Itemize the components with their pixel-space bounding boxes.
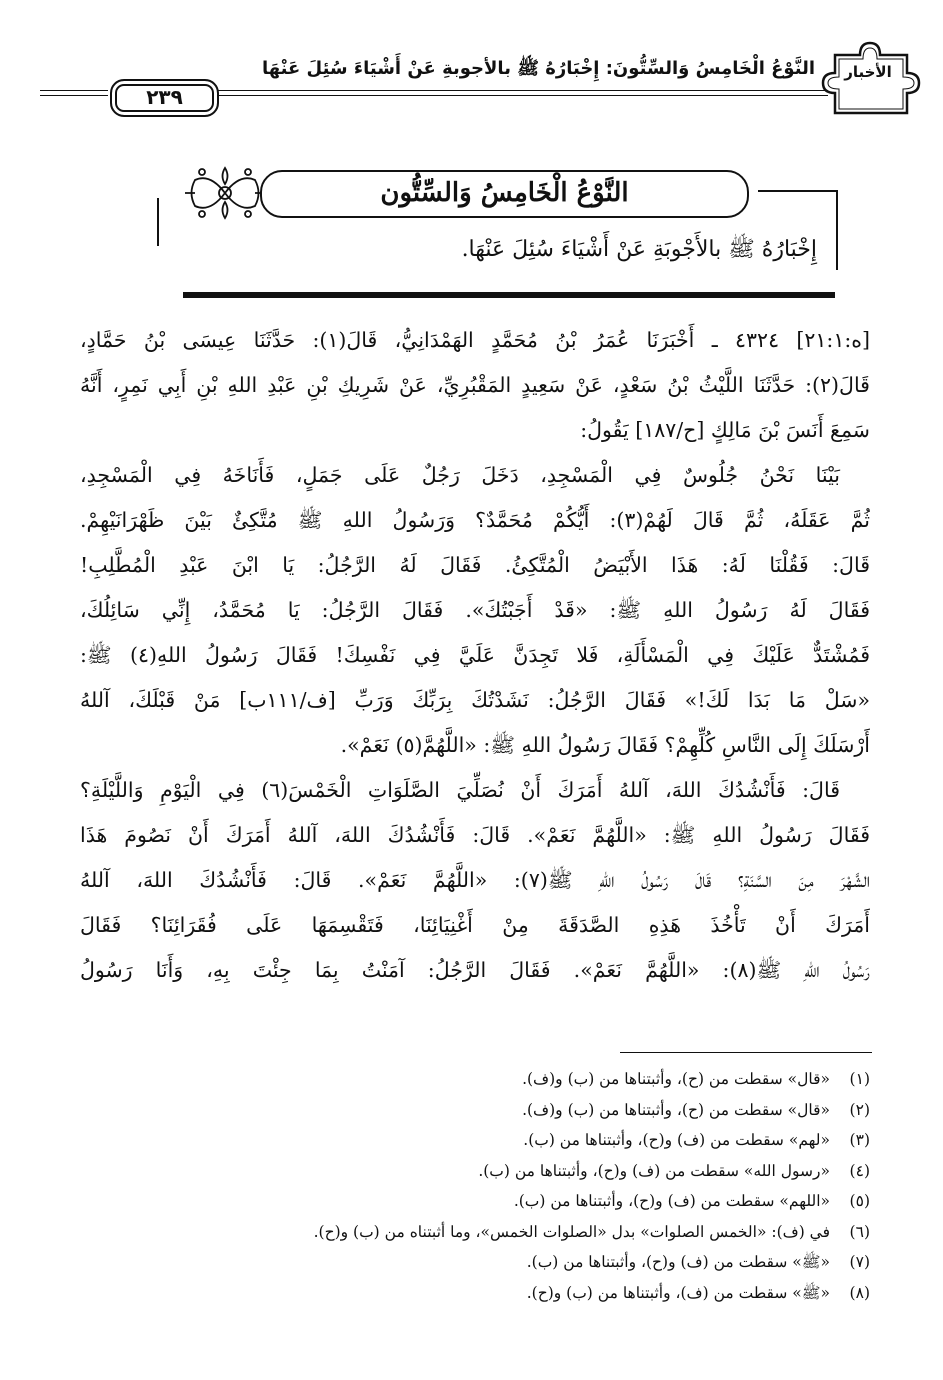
- running-title: النَّوْعُ الْخَامِسُ وَالسِّتُّونَ: إِخْبَارُهُ ﷺ بالأجوبةِ عَنْ أَشْيَاءَ سُئِلَ عَنْهَا: [261, 58, 815, 79]
- hadith-line: الشَّهْرَ مِنَ السَّنَةِ؟ قَالَ رَسُولُ اللهِ ﷺ(٧): «اللَّهُمَّ نَعَمْ». قَالَ: فَأَنْشُدُكَ اللهَ، آللهُ: [80, 868, 870, 892]
- footnotes: [200, 1064, 870, 1308]
- hadith-line: [ه:٢١:١] ٤٣٢٤ ـ أَخْبَرَنَا عُمَرُ بْنُ مُحَمَّدٍ الهَمْدَانِيُّ، قَالَ(١): حَدَّثَنَا عِيسَى بْنُ حَمَّادٍ،: [80, 328, 870, 352]
- footnote-number: (٧): [849, 1253, 870, 1271]
- hadith-line: سَمِعَ أَنَسَ بْنَ مَالِكٍ [ح/١٨٧] يَقُولُ:: [580, 418, 870, 442]
- footnote-text: «قال» سقطت من (ح)، وأثبتناها من (ب) و(ف).: [522, 1100, 830, 1119]
- chapter-title-box: [260, 170, 749, 218]
- hadith-line: رَسُولُ اللهِ ﷺ(٨): «اللَّهُمَّ نَعَمْ». فَقَالَ الرَّجُلُ: آمَنْتُ بِمَا جِئْتَ بِهِ، وَأَنَا رَسُولُ: [80, 958, 870, 982]
- floral-ornament-icon: [180, 158, 270, 228]
- hadith-body: [80, 318, 870, 993]
- footnote: [200, 1217, 870, 1248]
- hadith-line: أَرْسَلَكَ إِلَى النَّاسِ كُلِّهِمْ؟ فَقَالَ رَسُولُ اللهِ ﷺ: «اللَّهُمَّ(٥) نَعَمْ».: [340, 733, 870, 757]
- hadith-line: «سَلْ مَا بَدَا لَكَ!» فَقَالَ الرَّجُلُ: نَشَدْتُكَ بِرَبِّكَ وَرَبِّ [ف/١١١ب] مَنْ قَبْلَكَ، آللهُ: [80, 688, 870, 712]
- hadith-line: فَقَالَ رَسُولُ اللهِ ﷺ: «اللَّهُمَّ نَعَمْ». قَالَ: فَأَنْشُدُكَ اللهَ، آللهُ أَمَرَكَ أَنْ نَصُومَ هَذَا: [80, 823, 870, 847]
- running-header: [20, 35, 925, 125]
- footnote: [200, 1186, 870, 1217]
- header-rule-left: [40, 90, 108, 91]
- hadith-line: قَالَ: فَقُلْنَا لَهُ: هَذَا الأَبْيَضُ الْمُتَّكِئُ. فَقَالَ لَهُ الرَّجُلُ: يَا ابْنَ عَبْدِ الْمُطَّلِبِ!: [80, 553, 870, 577]
- footnote-text: «لهم» سقطت من (ف) و(ح)، وأثبتناها من (ب).: [523, 1131, 830, 1149]
- footnote-text: «اللهم» سقطت من (ف) و(ح)، وأثبتناها من (ب).: [513, 1192, 830, 1210]
- footnote: [200, 1125, 870, 1156]
- header-rule-right: [218, 90, 828, 91]
- hadith-line: أَمَرَكَ أَنْ تَأْخُذَ هَذِهِ الصَّدَقَةَ مِنْ أَغْنِيَائِنَا، فَتَقْسِمَهَا عَلَى فُقَرَائِنَا؟ فَقَالَ: [80, 913, 870, 937]
- hadith-line: قَالَ: فَأَنْشُدُكَ اللهَ، آللهُ أَمَرَكَ أَنْ نُصَلِّيَ الصَّلَوَاتِ الْخَمْسَ(٦) فِي الْيَوْمِ وَاللَّيْلَةِ؟: [80, 778, 840, 802]
- chapter-title: النَّوْعُ الْخَامِسُ وَالسِّتُّون: [380, 178, 629, 208]
- frame-left-line: [157, 198, 159, 246]
- footnote: [200, 1064, 870, 1095]
- footnote-text: «رسول الله» سقطت من (ف) و(ح)، وأثبتناها من (ب).: [478, 1161, 830, 1180]
- page-number-badge: [110, 79, 219, 117]
- page-number: ٢٣٩: [146, 85, 183, 109]
- footnote-text: في (ف): «الخمس الصلوات» بدل «الصلوات الخمس»، وما أثبتناه من (ب) و(ح).: [313, 1222, 830, 1241]
- footnote-number: (٤): [849, 1161, 870, 1180]
- chapter-subtitle: إِخْبَارُهُ ﷺ بالأَجْوبَةِ عَنْ أَشْيَاءَ سُئِلَ عَنْهَا.: [461, 237, 817, 262]
- footnote-number: (٣): [849, 1131, 870, 1149]
- footnote-number: (١): [849, 1070, 870, 1088]
- header-rule-right-2: [218, 95, 828, 96]
- footnote: [200, 1278, 870, 1309]
- footnote-text: «ﷺ» سقطت من (ف) و(ح)، وأثبتناها من (ب).: [526, 1253, 830, 1271]
- footnote-number: (٨): [849, 1283, 870, 1302]
- footnote-text: «ﷺ» سقطت من (ف)، وأثبتناها من (ب) و(ح).: [526, 1283, 830, 1302]
- hadith-line: ثُمَّ عَقَلَهُ، ثُمَّ قَالَ لَهُمْ(٣): أَيُّكُمْ مُحَمَّدٌ؟ وَرَسُولُ اللهِ ﷺ مُتَّكِئٌ بَيْنَ ظَهْرَانَيْهِمْ.: [80, 508, 870, 532]
- footnote: [200, 1247, 870, 1278]
- hadith-line: قَالَ(٢): حَدَّثَنَا اللَّيْثُ بْنُ سَعْدٍ، عَنْ سَعِيدٍ المَقْبُرِيِّ، عَنْ شَرِيكِ بْنِ عَبْدِ اللهِ بْنِ أَبِي نَمِرٍ، أَنَّهُ: [80, 373, 870, 397]
- footnote: [200, 1156, 870, 1187]
- footnote-text: «قال» سقطت من (ح)، وأثبتناها من (ب) و(ف).: [522, 1070, 830, 1088]
- footnote-rule: [620, 1052, 872, 1053]
- chapter-heading: [180, 170, 837, 280]
- hadith-line: بَيْنَا نَحْنُ جُلُوسٌ فِي الْمَسْجِدِ، دَخَلَ رَجُلٌ عَلَى جَمَلٍ، فَأَنَاخَهُ فِي الْمَسْجِدِ،: [80, 463, 840, 487]
- puzzle-label: الأخبار: [844, 63, 892, 81]
- hadith-line: فَمُشْتَدٌّ عَلَيْكَ فِي الْمَسْأَلَةِ، فَلا تَجِدَنَّ عَلَيَّ فِي نَفْسِكَ! فَقَالَ رَسُولُ اللهِ(٤) ﷺ:: [80, 643, 870, 667]
- header-rule-left-2: [40, 95, 108, 96]
- section-divider: [183, 292, 835, 298]
- hadith-line: فَقَالَ لَهُ رَسُولُ اللهِ ﷺ: «قَدْ أَجَبْتُكَ». فَقَالَ الرَّجُلُ: يَا مُحَمَّدُ، إِنِّي سَائِلُكَ،: [80, 598, 870, 622]
- footnote: [200, 1095, 870, 1126]
- footnote-number: (٥): [849, 1192, 870, 1210]
- footnote-number: (٢): [849, 1100, 870, 1119]
- footnote-number: (٦): [849, 1222, 870, 1241]
